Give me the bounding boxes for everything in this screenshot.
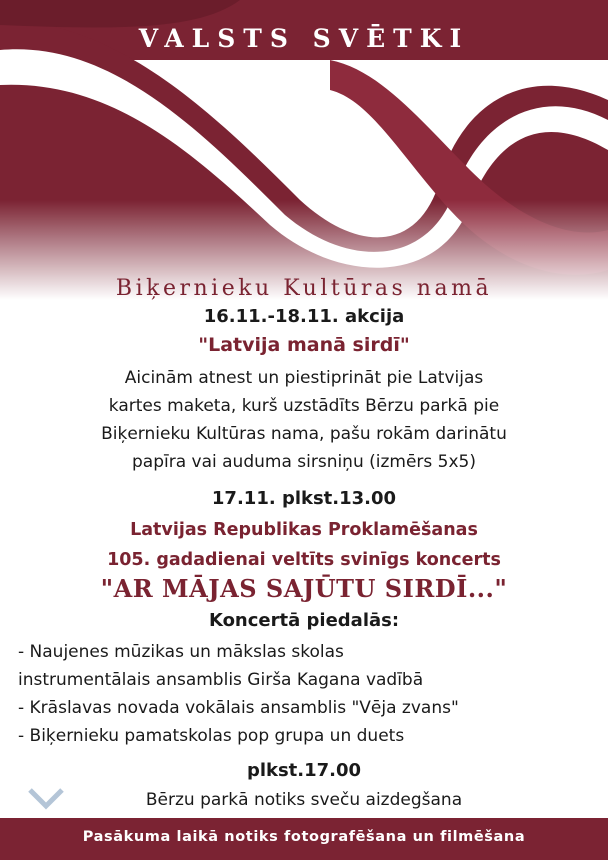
venue-heading: Biķernieku Kultūras namā bbox=[115, 276, 493, 301]
evening-text: Bērzu parkā notiks sveču aizdegšana bbox=[145, 790, 463, 810]
action-text-line: papīra vai auduma sirsniņu (izmērs 5x5) bbox=[131, 452, 477, 472]
footer-notice: Pasākuma laikā notiks fotografēšana un filmēšana bbox=[82, 829, 526, 845]
action-dates: 16.11.-18.11. akcija bbox=[203, 306, 405, 327]
participant-line: - Naujenes mūzikas un mākslas skolas bbox=[18, 642, 344, 662]
page-title: VALSTS SVĒTKI bbox=[138, 24, 470, 53]
concert-line-2: 105. gadadienai veltīts svinīgs koncerts bbox=[107, 550, 501, 570]
concert-title: "AR MĀJAS SAJŪTU SIRDĪ..." bbox=[100, 574, 508, 603]
action-text-line: Biķernieku Kultūras nama, pašu rokām darinātu bbox=[101, 424, 507, 444]
participant-line: instrumentālais ansamblis Girša Kagana vadībā bbox=[18, 670, 424, 690]
concert-time: 17.11. plkst.13.00 bbox=[211, 488, 397, 509]
concert-line-1: Latvijas Republikas Proklamēšanas bbox=[130, 520, 478, 540]
participant-line: - Biķernieku pamatskolas pop grupa un duets bbox=[18, 726, 405, 746]
action-text-line: kartes maketa, kurš uzstādīts Bērzu parkā pie bbox=[108, 396, 500, 416]
participant-line: - Krāslavas novada vokālais ansamblis "Vēja zvans" bbox=[18, 698, 459, 718]
action-text-line: Aicinām atnest un piestiprināt pie Latvijas bbox=[124, 368, 484, 388]
evening-time: plkst.17.00 bbox=[246, 760, 362, 781]
action-name: "Latvija manā sirdī" bbox=[198, 334, 410, 356]
participants-heading: Koncertā piedalās: bbox=[208, 610, 400, 631]
footer-bar bbox=[0, 818, 608, 860]
watermark-icon bbox=[26, 784, 66, 812]
